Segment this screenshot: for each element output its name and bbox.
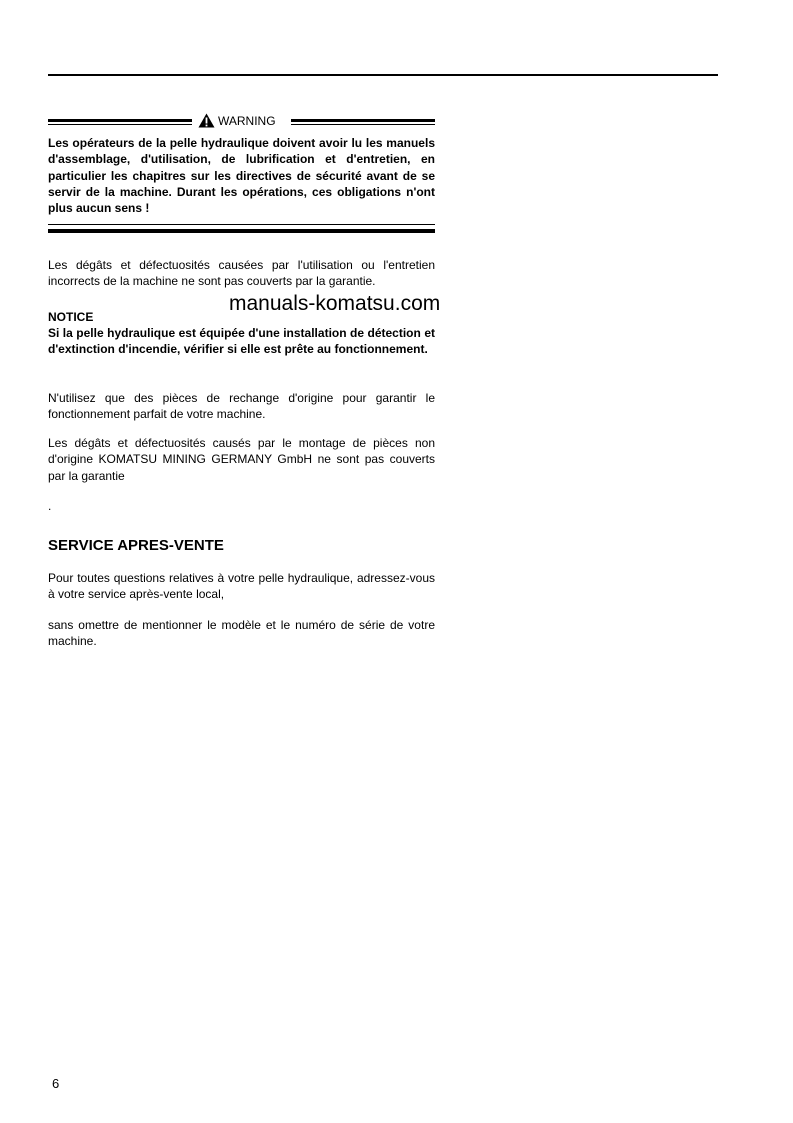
stray-dot: . <box>48 499 52 513</box>
service-paragraph-2: sans omettre de mentionner le modèle et le numéro de série de votre machine. <box>48 618 435 649</box>
page-number: 6 <box>52 1076 60 1091</box>
warning-label-text: WARNING <box>218 114 276 128</box>
warning-text: Les opérateurs de la pelle hydraulique doivent avoir lu les manuels d'assemblage, d'utilisation, de lubrification et d'entretien, en particulier les chapitres sur les directives de sécurité avant de se servir de la machine. Durant les opérations, ces obligations n'ont plus aucun sens ! <box>48 136 435 216</box>
section-title: SERVICE APRES-VENTE <box>48 537 224 554</box>
spare-parts-paragraph: N'utilisez que des pièces de rechange d'origine pour garantir le fonctionnement parfait de votre machine. <box>48 391 435 422</box>
warning-rule-left <box>48 119 192 127</box>
notice-label: NOTICE <box>48 310 94 324</box>
watermark: manuals-komatsu.com <box>229 292 441 315</box>
notice-text: Si la pelle hydraulique est équipée d'une installation de détection et d'extinction d'incendie, vérifier si elle est prête au fonctionnement. <box>48 326 435 357</box>
warning-triangle-icon <box>198 113 215 128</box>
service-paragraph-1: Pour toutes questions relatives à votre pelle hydraulique, adressez-vous à votre service après-vente local, <box>48 571 435 602</box>
top-rule <box>48 74 718 76</box>
warning-label <box>198 113 276 129</box>
damage-operation-paragraph: Les dégâts et défectuosités causées par l'utilisation ou l'entretien incorrects de la machine ne sont pas couverts par la garantie. <box>48 258 435 289</box>
damage-parts-paragraph: Les dégâts et défectuosités causés par le montage de pièces non d'origine KOMATSU MINING GERMANY GmbH ne sont pas couverts par la garantie <box>48 436 435 483</box>
warning-rule-right <box>291 119 435 127</box>
warning-header <box>48 113 435 131</box>
warning-footer-rule <box>48 224 435 233</box>
